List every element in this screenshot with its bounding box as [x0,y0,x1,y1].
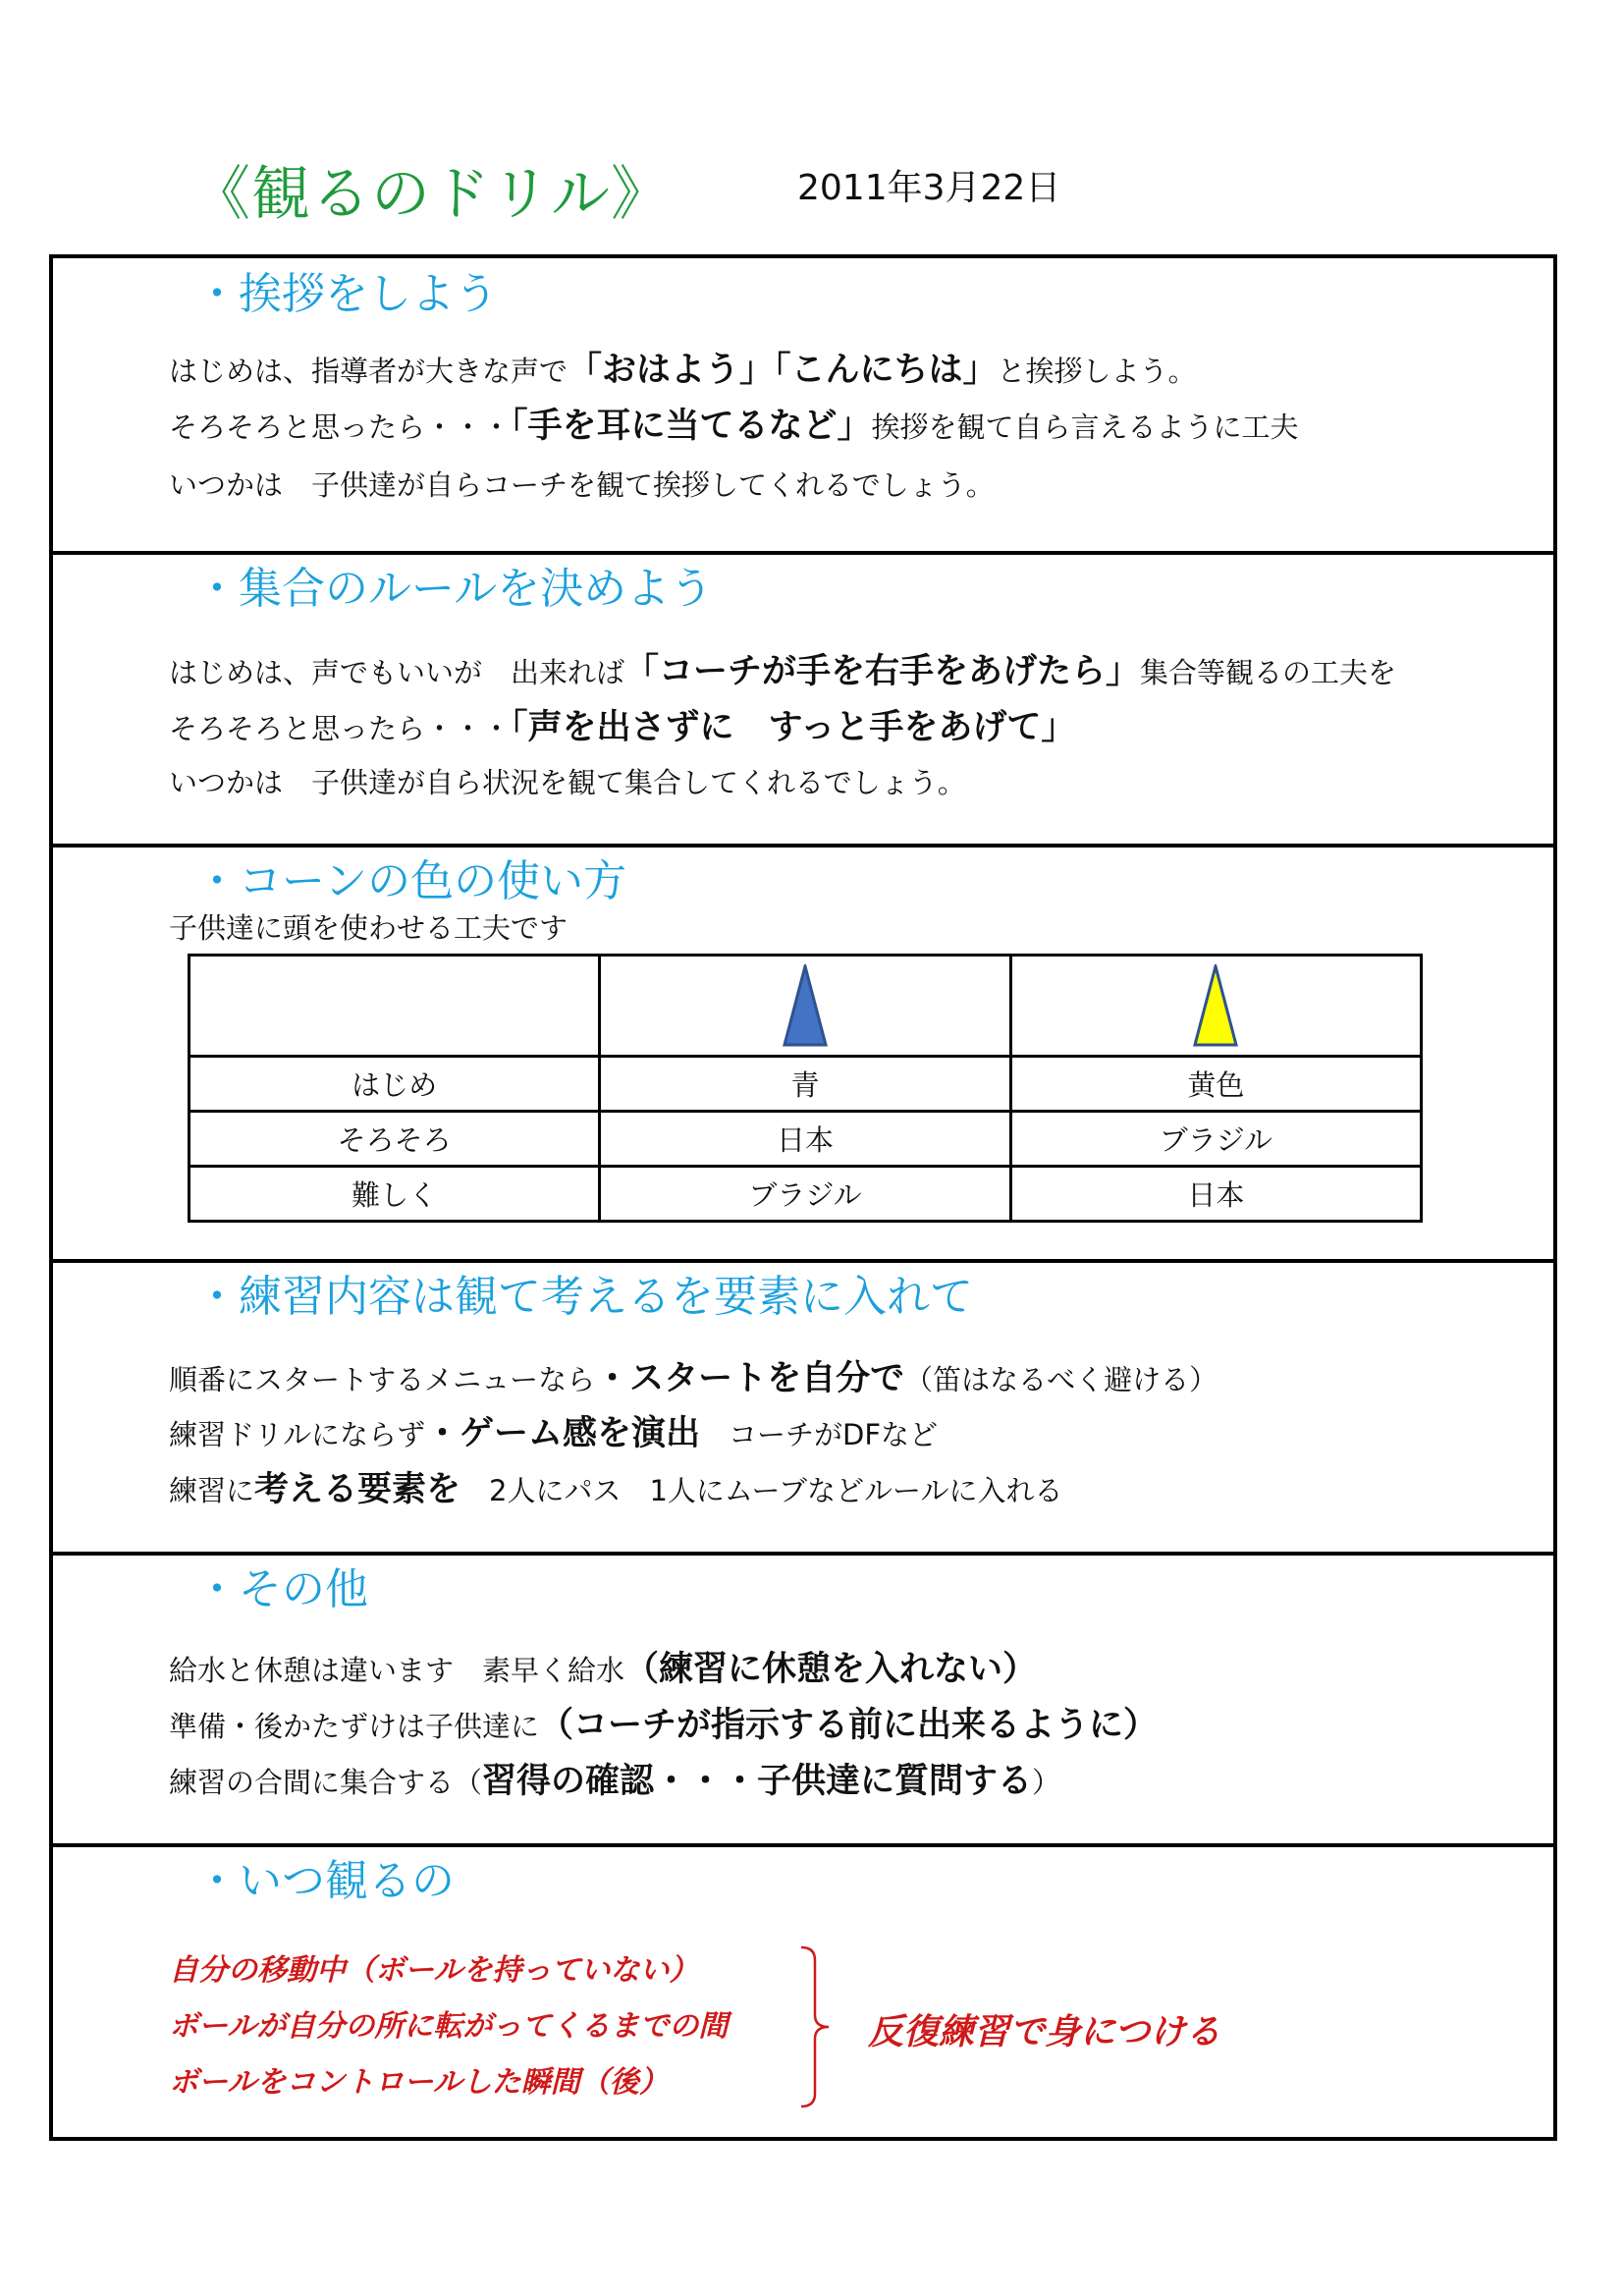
yellow-cone-icon [1191,964,1240,1047]
table-row [189,1167,1422,1222]
content-frame [49,254,1557,2141]
table-row [189,1112,1422,1167]
list-item: ボールが自分の所に転がってくるまでの間 [169,2009,729,2044]
section-heading: ・挨拶をしよう [195,269,498,319]
list-item: 自分の移動中（ボールを持っていない） [169,1953,699,1988]
text-line: 給水と休憩は違います 素早く給水（練習に休憩を入れない） [169,1650,1038,1689]
text-line: いつかは 子供達が自ら状況を観て集合してくれるでしょう。 [169,766,966,799]
table-row [189,956,1422,1057]
cone-color-table [188,954,1423,1223]
table-cell: 日本 [600,1112,1010,1167]
text-line: はじめは、指導者が大きな声で「おはよう」「こんにちは」と挨拶しよう。 [169,351,1197,390]
text-line: 練習に考える要素を 2人にパス 1人にムーブなどルールに入れる [169,1470,1063,1509]
page-date: 2011年3月22日 [797,168,1061,208]
section-gathering-rules [53,551,1553,847]
text-line: 練習ドリルにならず・ゲーム感を演出 コーチがDFなど [169,1414,939,1453]
text-line: 順番にスタートするメニューなら・スタートを自分で（笛はなるべく避ける） [169,1359,1218,1398]
table-row [189,1057,1422,1112]
text-line: そろそろと思ったら・・・「声を出さずに すっと手をあげて」 [169,708,1076,747]
text-line: 練習の合間に集合する（習得の確認・・・子供達に質問する） [169,1762,1061,1801]
table-cell: 黄色 [1010,1057,1421,1112]
table-cell: そろそろ [189,1112,600,1167]
table-cell [189,956,600,1057]
section-heading: ・コーンの色の使い方 [195,856,627,906]
table-cell [1010,956,1421,1057]
table-cell: 難しく [189,1167,600,1222]
table-cell: 日本 [1010,1167,1421,1222]
section-heading: ・いつ観るの [195,1856,455,1906]
section-greeting [53,258,1553,551]
table-cell: 青 [600,1057,1010,1112]
page-title: 《観るのドリル》 [191,160,671,229]
table-cell: ブラジル [1010,1112,1421,1167]
right-brace-icon [799,1944,833,2109]
text-line: はじめは、声でもいいが 出来れば「コーチが手を右手をあげたら」集合等観るの工夫を [169,652,1397,691]
table-cell: ブラジル [600,1167,1010,1222]
table-cell: はじめ [189,1057,600,1112]
section-intro: 子供達に頭を使わせる工夫です [169,911,568,945]
section-when-to-watch [53,1843,1553,2137]
summary-text: 反復練習で身につける [868,2012,1221,2052]
section-other [53,1552,1553,1847]
section-heading: ・集合のルールを決めよう [195,564,714,614]
text-line: いつかは 子供達が自らコーチを観て挨拶してくれるでしょう。 [169,468,995,502]
blue-cone-icon [781,964,830,1047]
section-heading: ・練習内容は観て考えるを要素に入れて [195,1272,973,1322]
table-cell [600,956,1010,1057]
text-line: 準備・後かたずけは子供達に（コーチが指示する前に出来るように） [169,1706,1159,1745]
list-item: ボールをコントロールした瞬間（後） [169,2065,669,2100]
section-cone-colors [53,844,1553,1263]
section-practice-content [53,1259,1553,1556]
text-line: そろそろと思ったら・・・「手を耳に当てるなど」挨拶を観て自ら言えるように工夫 [169,407,1299,446]
section-heading: ・その他 [195,1564,368,1614]
